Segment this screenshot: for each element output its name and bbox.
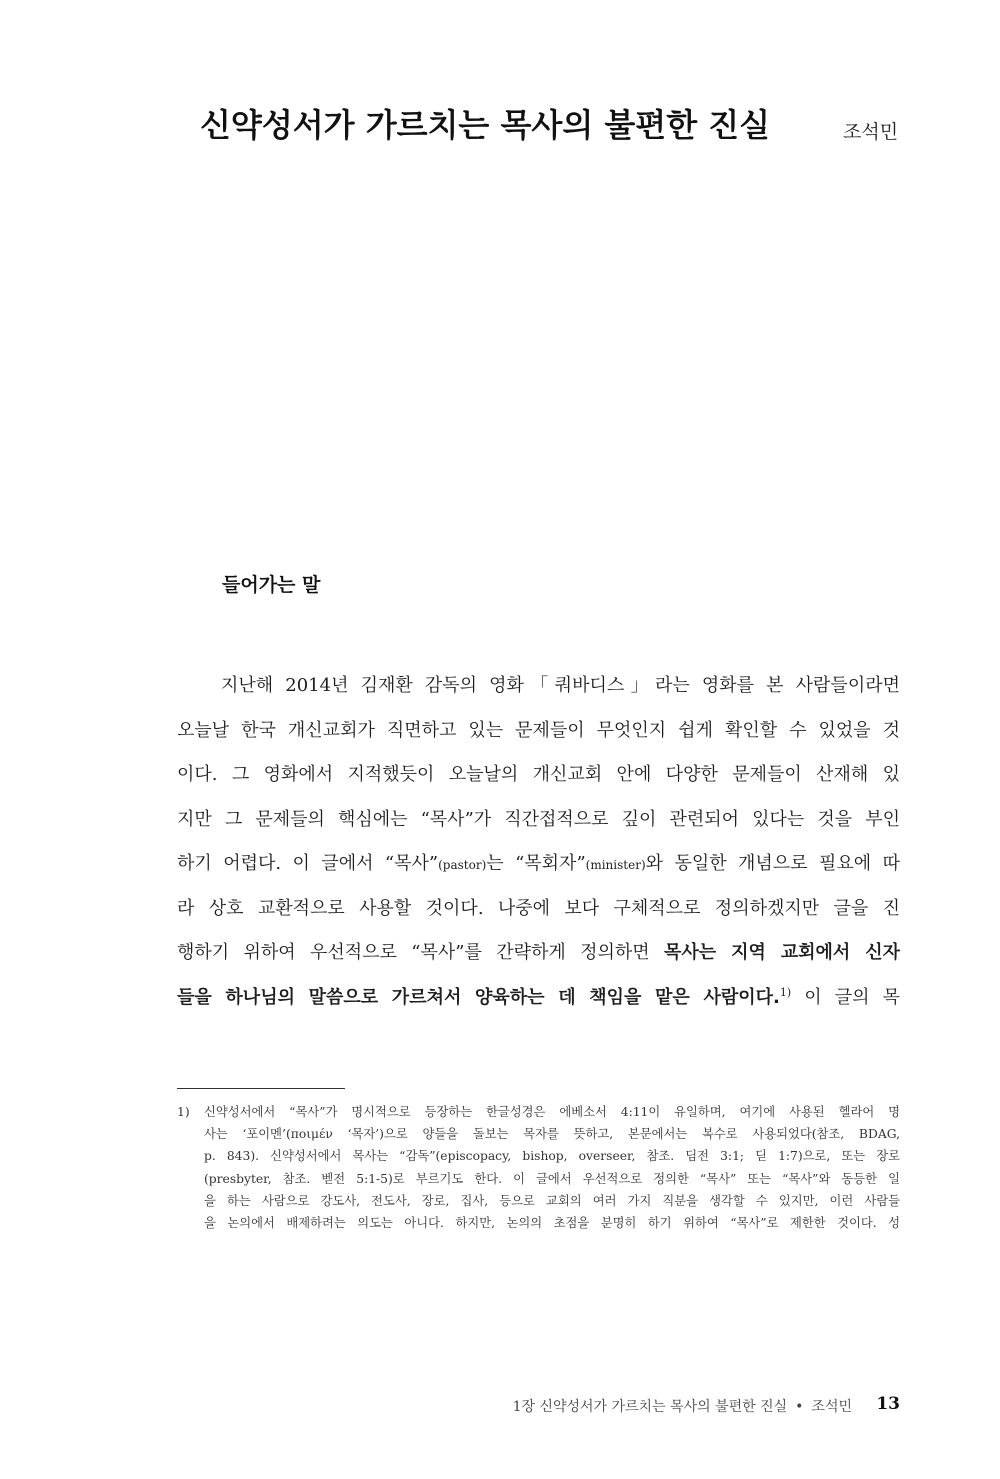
footnote-reference[interactable]: 1) — [779, 985, 792, 999]
body-text-segment: 는 “목회자” — [486, 853, 586, 874]
body-text-segment: 행하기 위하여 우선적으로 “목사”를 간략하게 정의하면 — [177, 942, 665, 963]
footnote-line: 을 논의에서 배제하려는 의도는 아니다. 하지만, 논의의 초점을 분명히 하기 위하여 “목사”로 제한한 것이다. 성 — [204, 1215, 900, 1230]
bullet-separator: • — [795, 1399, 804, 1415]
body-line — [177, 976, 900, 1021]
body-line: 라 상호 교환적으로 사용할 것이다. 나중에 보다 구체적으로 정의하겠지만 글을 진 — [177, 897, 900, 919]
body-paragraph — [177, 664, 900, 1020]
body-line: 지난해 2014년 김재환 감독의 영화「쿼바디스」라는 영화를 본 사람들이라면 — [221, 675, 900, 696]
running-head-author: 조석민 — [811, 1399, 852, 1415]
body-text-segment: 이 글의 목 — [791, 986, 900, 1008]
footnote-line: 신약성서에서 “목사”가 명시적으로 등장하는 한글성경은 에베소서 4:11이 유일하며, 여기에 사용된 헬라어 명 — [204, 1105, 900, 1119]
page-number: 13 — [876, 1394, 900, 1414]
body-line: 지만 그 문제들의 핵심에는 “목사”가 직간접적으로 깊이 관련되어 있다는 것을 부인 — [177, 808, 900, 830]
emphasized-definition: 목사는 지역 교회에서 신자 — [664, 942, 900, 963]
footnote-line: p. 843). 신약성서에서 목사는 “감독”(episcopacy, bishop, overseer, 참조. 딤전 3:1; 딛 1:7)으로, 또는 장로 — [204, 1149, 900, 1164]
section-heading: 들어가는 말 — [222, 574, 321, 596]
footnote-line: 을 하는 사람으로 강도사, 전도사, 장로, 집사, 등으로 교회의 여러 가지 직분을 생각할 수 있지만, 이런 사람들 — [204, 1193, 900, 1208]
body-text-segment: 하기 어렵다. 이 글에서 “목사” — [177, 853, 439, 874]
footnote-line: (presbyter, 참조. 벧전 5:1-5)로 부르기도 한다. 이 글에서 우선적으로 정의한 “목사” 또는 “목사”와 동등한 일 — [204, 1171, 900, 1186]
body-text-segment: 와 동일한 개념으로 필요에 따 — [645, 853, 900, 874]
english-term-minister: (minister) — [585, 858, 646, 872]
footnote-line: 사는 ‘포이멘’(ποιμέν ‘목자’)으로 양들을 돌보는 목자를 뜻하고, 본문에서는 복수로 사용되었다(참조, BDAG, — [204, 1127, 900, 1142]
body-line: 오늘날 한국 개신교회가 직면하고 있는 문제들이 무엇인지 쉽게 확인할 수 있었을 것 — [177, 719, 900, 741]
emphasized-definition: 들을 하나님의 말씀으로 가르쳐서 양육하는 데 책임을 맡은 사람이다. — [177, 986, 780, 1008]
footnote-body — [204, 1101, 900, 1234]
page-title: 신약성서가 가르치는 목사의 불편한 진실 — [200, 106, 771, 144]
footnote-divider — [177, 1088, 345, 1089]
footnote-number: 1) — [177, 1105, 190, 1119]
body-line: 이다. 그 영화에서 지적했듯이 오늘날의 개신교회 안에 다양한 문제들이 산재해 있 — [177, 764, 900, 785]
running-head-title: 1장 신약성서가 가르치는 목사의 불편한 진실 — [512, 1399, 788, 1415]
footnote — [177, 1101, 900, 1234]
body-line — [177, 931, 900, 976]
english-term-pastor: (pastor) — [438, 858, 487, 872]
body-line — [177, 842, 900, 887]
running-footer — [513, 1396, 852, 1416]
author-name: 조석민 — [843, 121, 899, 143]
